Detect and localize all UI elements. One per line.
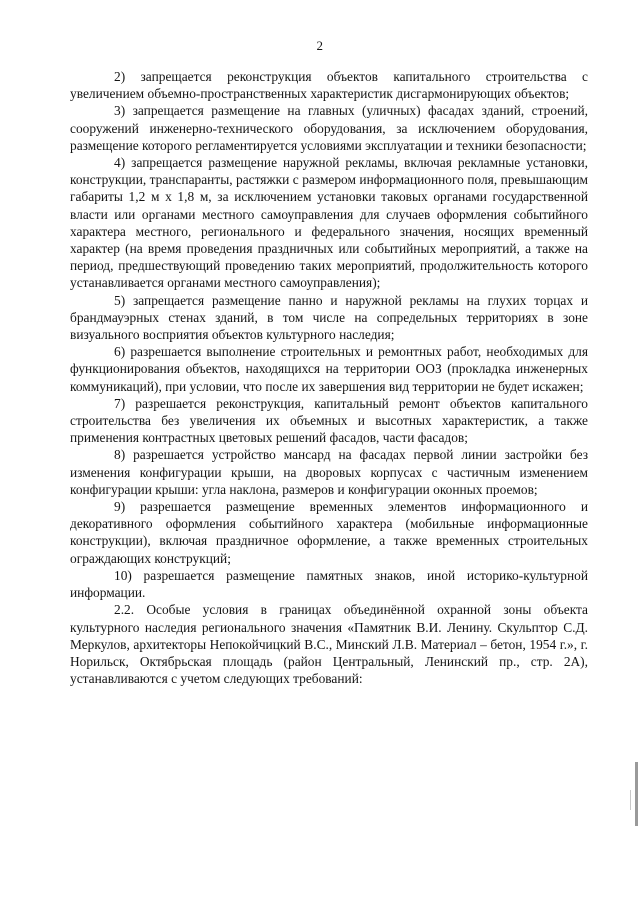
paragraph-item-3: 3) запрещается размещение на главных (уличных) фасадах зданий, строений, сооружений инженерно-технического оборудования, за исключением оборудования, размещение которого регламентируется условиями эксплуатации и техники безопасности; — [70, 103, 588, 153]
paragraph-item-8: 8) разрешается устройство мансард на фасадах первой линии застройки без изменения конфигурации крыши, на дворовых корпусах с частичным изменением конфигурации крыши: угла наклона, размеров и конфигурации оконных проемов; — [70, 447, 588, 497]
paragraph-item-4: 4) запрещается размещение наружной рекламы, включая рекламные установки, конструкции, транспаранты, растяжки с размером информационного поля, превышающим габариты 1,2 м х 1,8 м, за исключением установки таковых органами государственной власти или органами местного самоуправления для случаев оформления событийного характера местного, регионального и федерального значения, носящих временный характер (на время проведения праздничных или событийных мероприятий, а также на период, предшествующий проведению таких мероприятий, продолжительность которого устанавливается органами местного самоуправления); — [70, 155, 588, 291]
paragraph-item-6: 6) разрешается выполнение строительных и ремонтных работ, необходимых для функционирования объектов, находящихся на территории ООЗ (прокладка инженерных коммуникаций), при условии, что после их завершения вид территории не будет искажен; — [70, 344, 588, 394]
scan-edge-mark-secondary — [630, 790, 631, 810]
paragraph-item-9: 9) разрешается размещение временных элементов информационного и декоративного оформления событийного характера (мобильные информационные конструкции), включая праздничное оформление, а также временных строительных ограждающих конструкций; — [70, 499, 588, 566]
document-body — [70, 68, 588, 687]
scan-edge-mark — [635, 762, 638, 826]
page-number: 2 — [316, 38, 324, 53]
paragraph-item-7: 7) разрешается реконструкция, капитальный ремонт объектов капитального строительства без увеличения их объемных и высотных характеристик, а также применения контрастных цветовых решений фасадов, части фасадов; — [70, 395, 588, 446]
paragraph-item-2: 2) запрещается реконструкция объектов капитального строительства с увеличением объемно-пространственных характеристик дисгармонирующих объектов; — [70, 69, 588, 102]
section-2-2-paragraph: 2.2. Особые условия в границах объединённой охранной зоны объекта культурного наследия регионального значения «Памятник В.И. Ленину. Скульптор С.Д. Меркулов, архитекторы Непокойчицкий В.С., Минский Л.В. Материал – бетон, 1954 г.», г. Норильск, Октябрьская площадь (район Центральный, Ленинский пр., стр. 2А), устанавливаются с учетом следующих требований: — [70, 602, 588, 687]
paragraph-item-5: 5) запрещается размещение панно и наружной рекламы на глухих торцах и брандмауэрных стенах зданий, в том числе на сопредельных территориях в зоне визуального восприятия объектов культурного наследия; — [70, 292, 588, 343]
paragraph-item-10: 10) разрешается размещение памятных знаков, иной историко-культурной информации. — [70, 567, 588, 601]
